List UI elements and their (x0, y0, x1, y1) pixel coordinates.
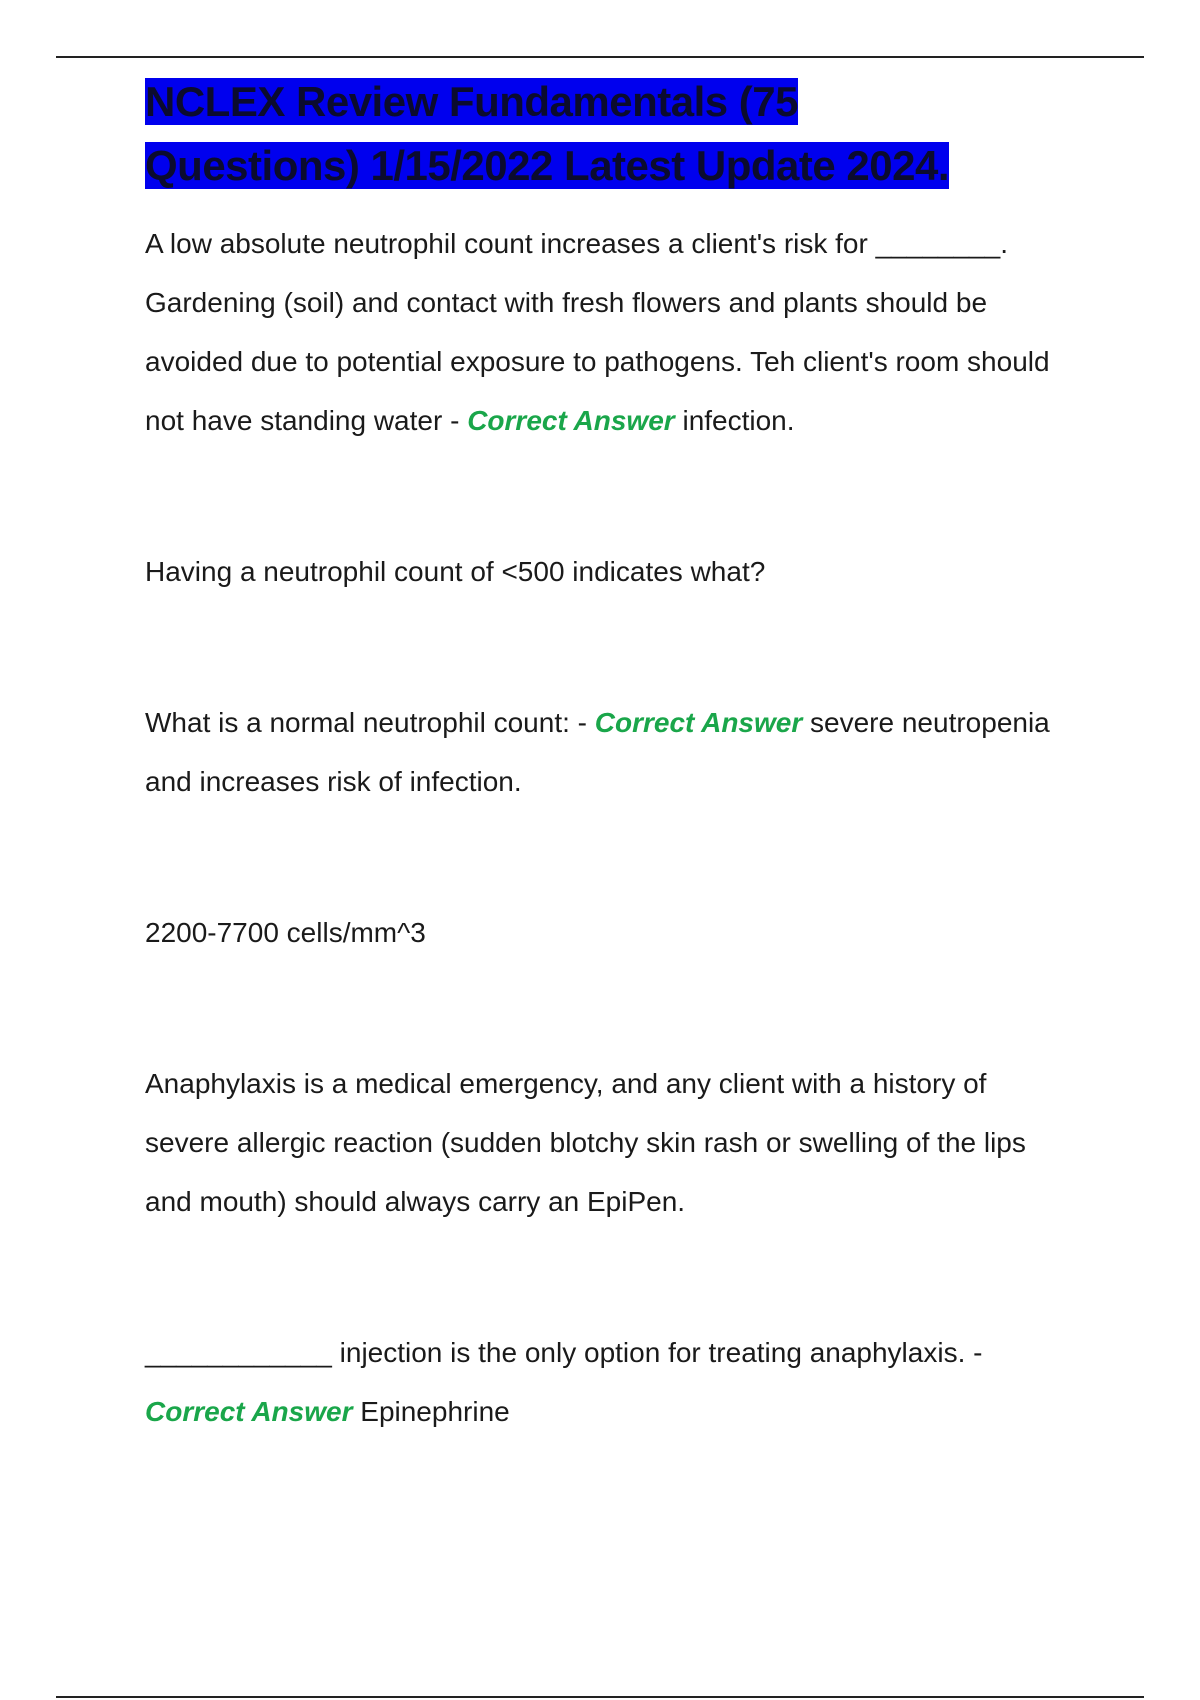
qa-item-5: Anaphylaxis is a medical emergency, and any client with a history of severe allergic reaction (sudden blotchy skin rash or swelling of the lips and mouth) should always carry an EpiPen. (145, 1068, 1026, 1217)
bottom-rule (56, 1696, 1144, 1698)
question-text: ____________ injection is the only option for treating anaphylaxis. - (145, 1337, 983, 1368)
correct-answer-label: Correct Answer (145, 1396, 353, 1427)
question-text: What is a normal neutrophil count: - (145, 707, 595, 738)
title-line-1: NCLEX Review Fundamentals (75 (145, 78, 799, 125)
top-rule (56, 56, 1144, 58)
document-title (145, 70, 1075, 198)
answer-text: Epinephrine (352, 1396, 510, 1427)
answer-text: infection. (674, 405, 795, 436)
qa-item-3 (145, 693, 1075, 811)
correct-answer-label: Correct Answer (594, 707, 803, 738)
qa-item-4: 2200-7700 cells/mm^3 (145, 917, 426, 948)
answer-text: severe neutropenia and increases risk of infection. (145, 707, 1050, 797)
title-line-2: Questions) 1/15/2022 Latest Update 2024. (145, 142, 950, 189)
document-body (145, 70, 1075, 1441)
qa-item-2: Having a neutrophil count of <500 indicates what? (145, 556, 766, 587)
question-text: A low absolute neutrophil count increases a client's risk for ________. Gardening (soil) and contact with fresh flowers and plants should be avoided due to potential exposure to pathogens. Teh client's room should not have standing water - (145, 228, 1050, 436)
correct-answer-label: Correct Answer (467, 405, 675, 436)
qa-item-1 (145, 214, 1075, 450)
qa-item-6 (145, 1323, 1075, 1441)
